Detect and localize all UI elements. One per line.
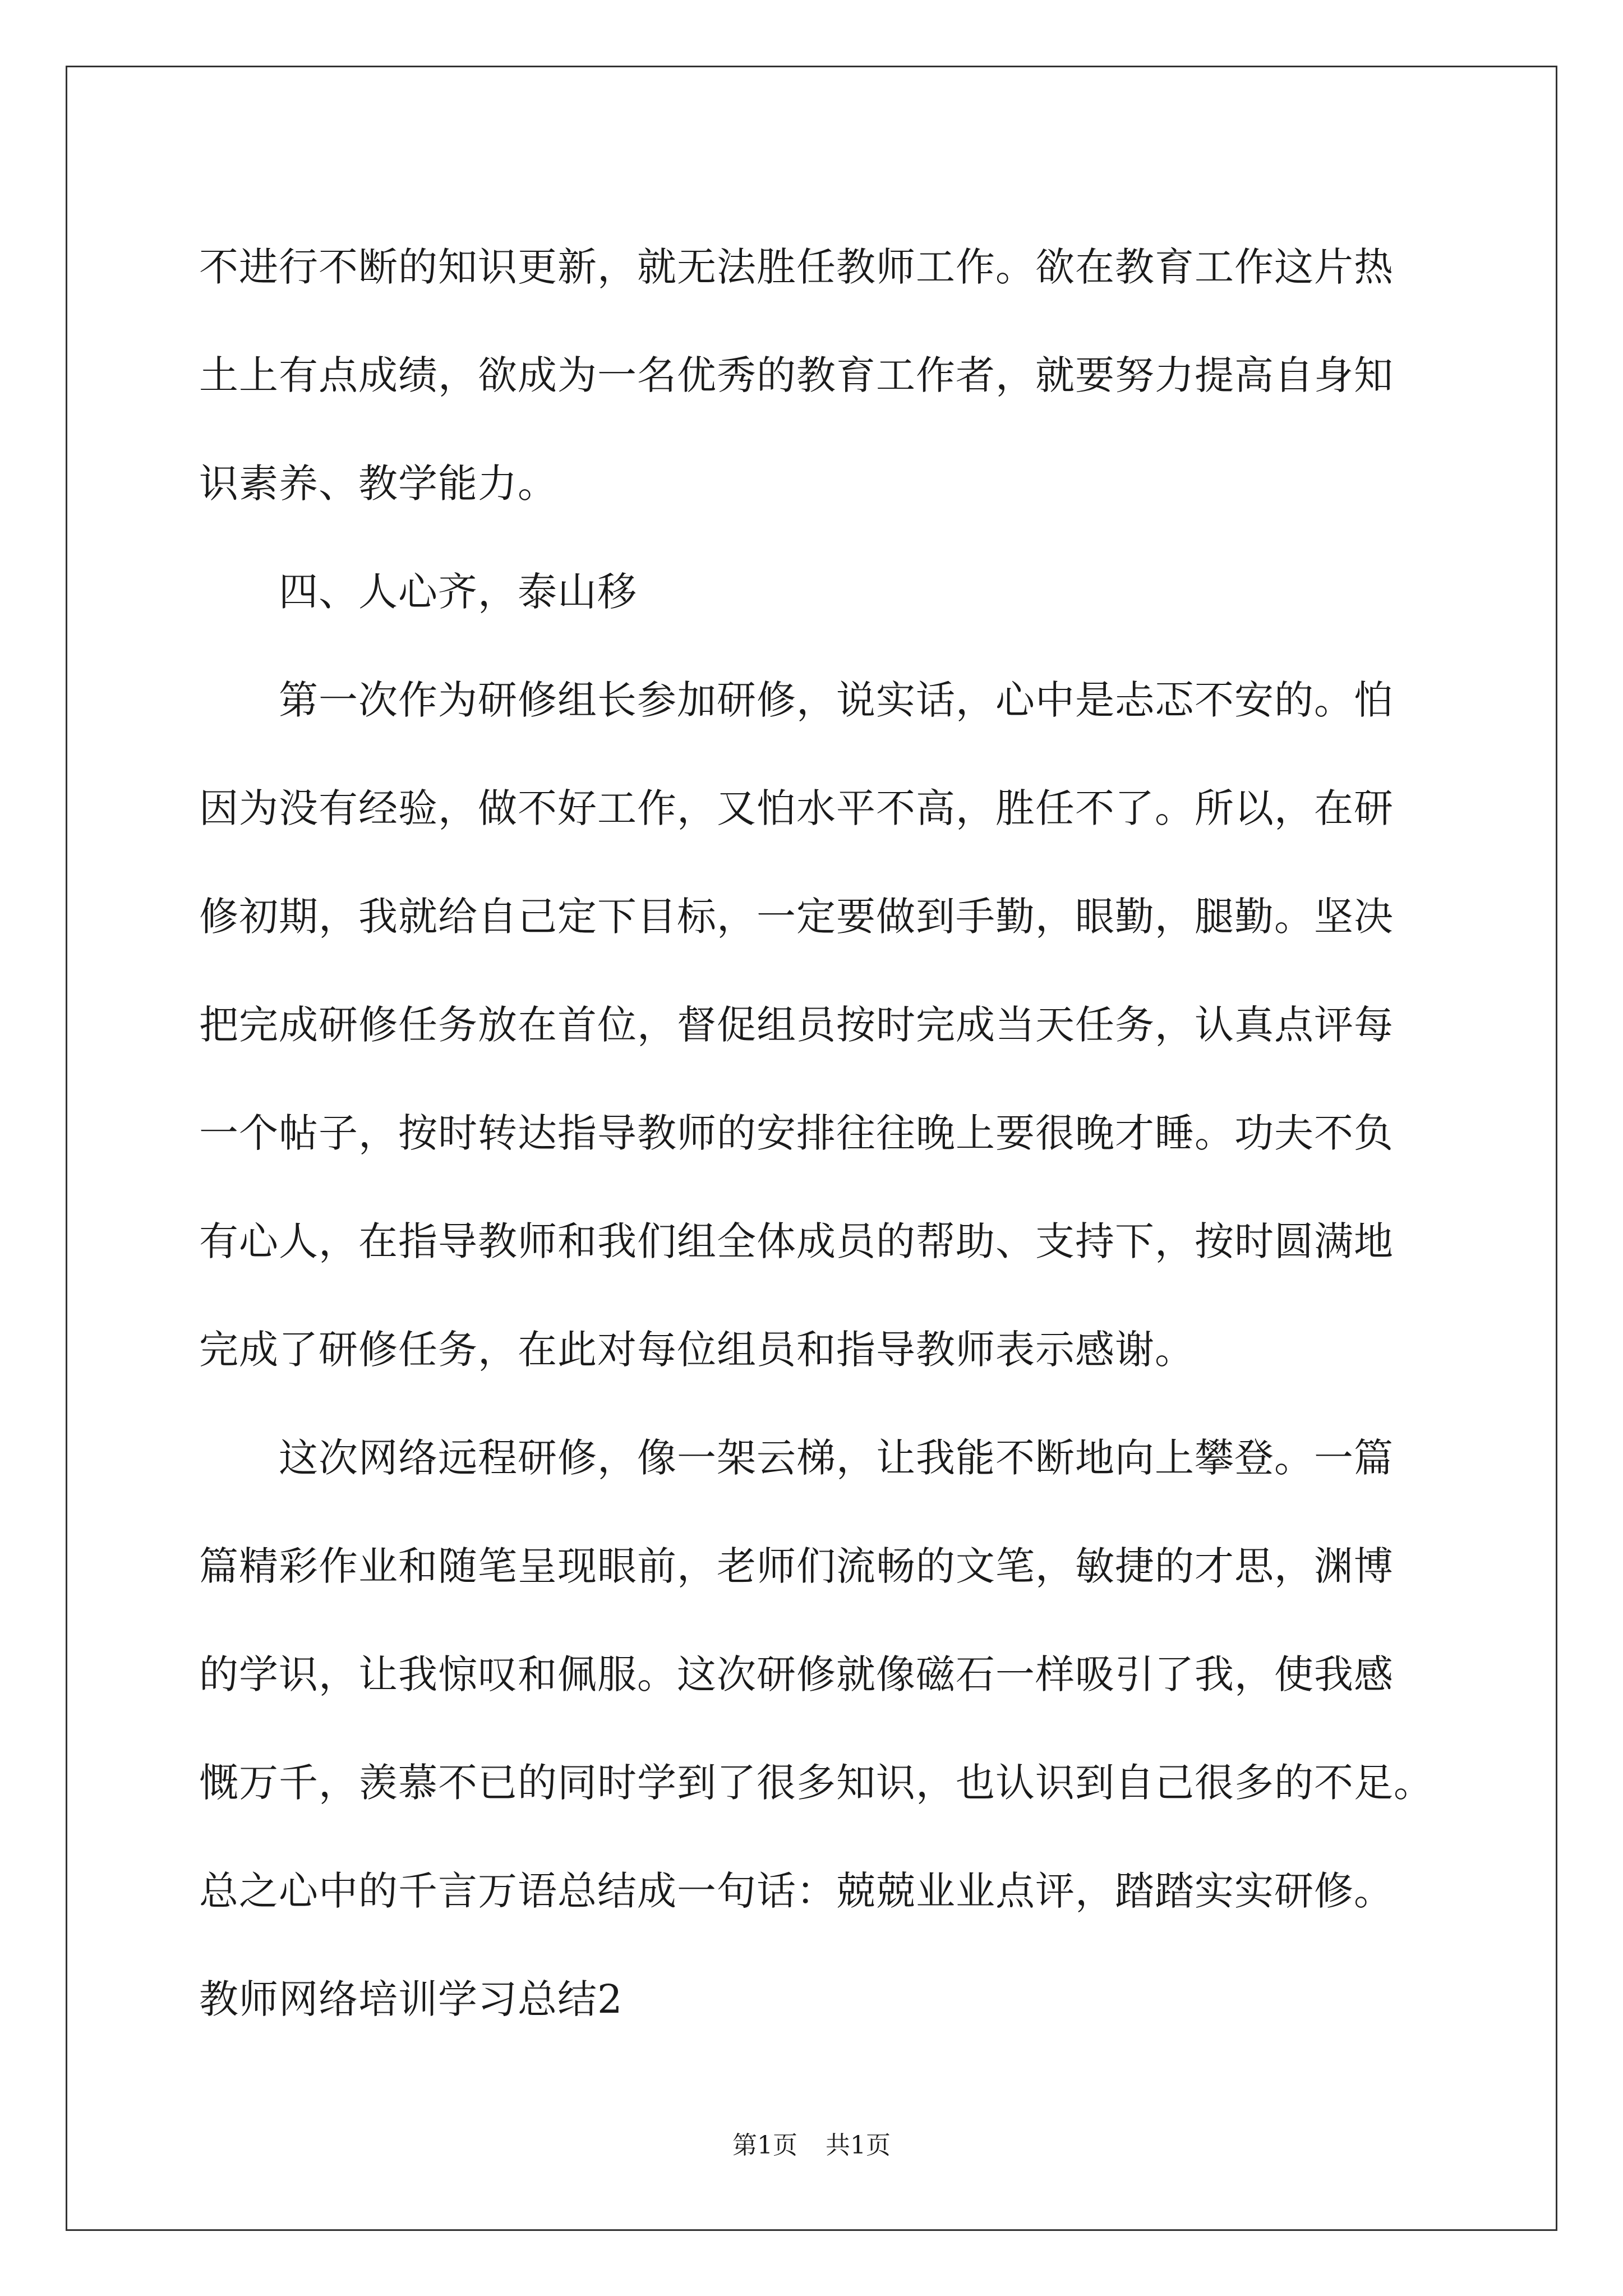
text-line: 一个帖子，按时转达指导教师的安排往往晚上要很晚才睡。功夫不负 bbox=[199, 1110, 1394, 1156]
document-title: 教师网络培训学习总结2 bbox=[199, 1976, 623, 2022]
page-footer bbox=[0, 2129, 1623, 2162]
text-line: 总之心中的千言万语总结成一句话：兢兢业业点评，踏踏实实研修。 bbox=[199, 1868, 1394, 1914]
text-line: 完成了研修任务，在此对每位组员和指导教师表示感谢。 bbox=[199, 1327, 1195, 1373]
text-line: 把完成研修任务放在首位，督促组员按时完成当天任务，认真点评每 bbox=[199, 1002, 1394, 1048]
text-line: 慨万千，羡慕不已的同时学到了很多知识，也认识到自己很多的不足。 bbox=[199, 1760, 1433, 1806]
text-line: 第一次作为研修组长参加研修，说实话，心中是忐忑不安的。怕 bbox=[279, 677, 1394, 723]
text-line: 识素养、教学能力。 bbox=[199, 461, 557, 507]
text-line: 有心人，在指导教师和我们组全体成员的帮助、支持下，按时圆满地 bbox=[199, 1218, 1394, 1264]
text-line: 土上有点成绩，欲成为一名优秀的教育工作者，就要努力提高自身知 bbox=[199, 352, 1394, 398]
text-line: 的学识，让我惊叹和佩服。这次研修就像磁石一样吸引了我，使我感 bbox=[199, 1651, 1394, 1697]
page-total: 共1页 bbox=[826, 2131, 891, 2160]
document-body bbox=[199, 213, 1455, 2054]
text-line: 这次网络远程研修，像一架云梯，让我能不断地向上攀登。一篇 bbox=[279, 1435, 1394, 1481]
text-line: 因为没有经验，做不好工作，又怕水平不高，胜任不了。所以，在研 bbox=[199, 785, 1394, 831]
text-line: 修初期，我就给自己定下目标，一定要做到手勤，眼勤，腿勤。坚决 bbox=[199, 894, 1394, 940]
text-line: 不进行不断的知识更新，就无法胜任教师工作。欲在教育工作这片热 bbox=[199, 244, 1394, 290]
section-heading: 四、人心齐，泰山移 bbox=[279, 569, 637, 615]
text-line: 篇精彩作业和随笔呈现眼前，老师们流畅的文笔，敏捷的才思，渊博 bbox=[199, 1543, 1394, 1589]
page-number: 第1页 bbox=[732, 2131, 797, 2160]
